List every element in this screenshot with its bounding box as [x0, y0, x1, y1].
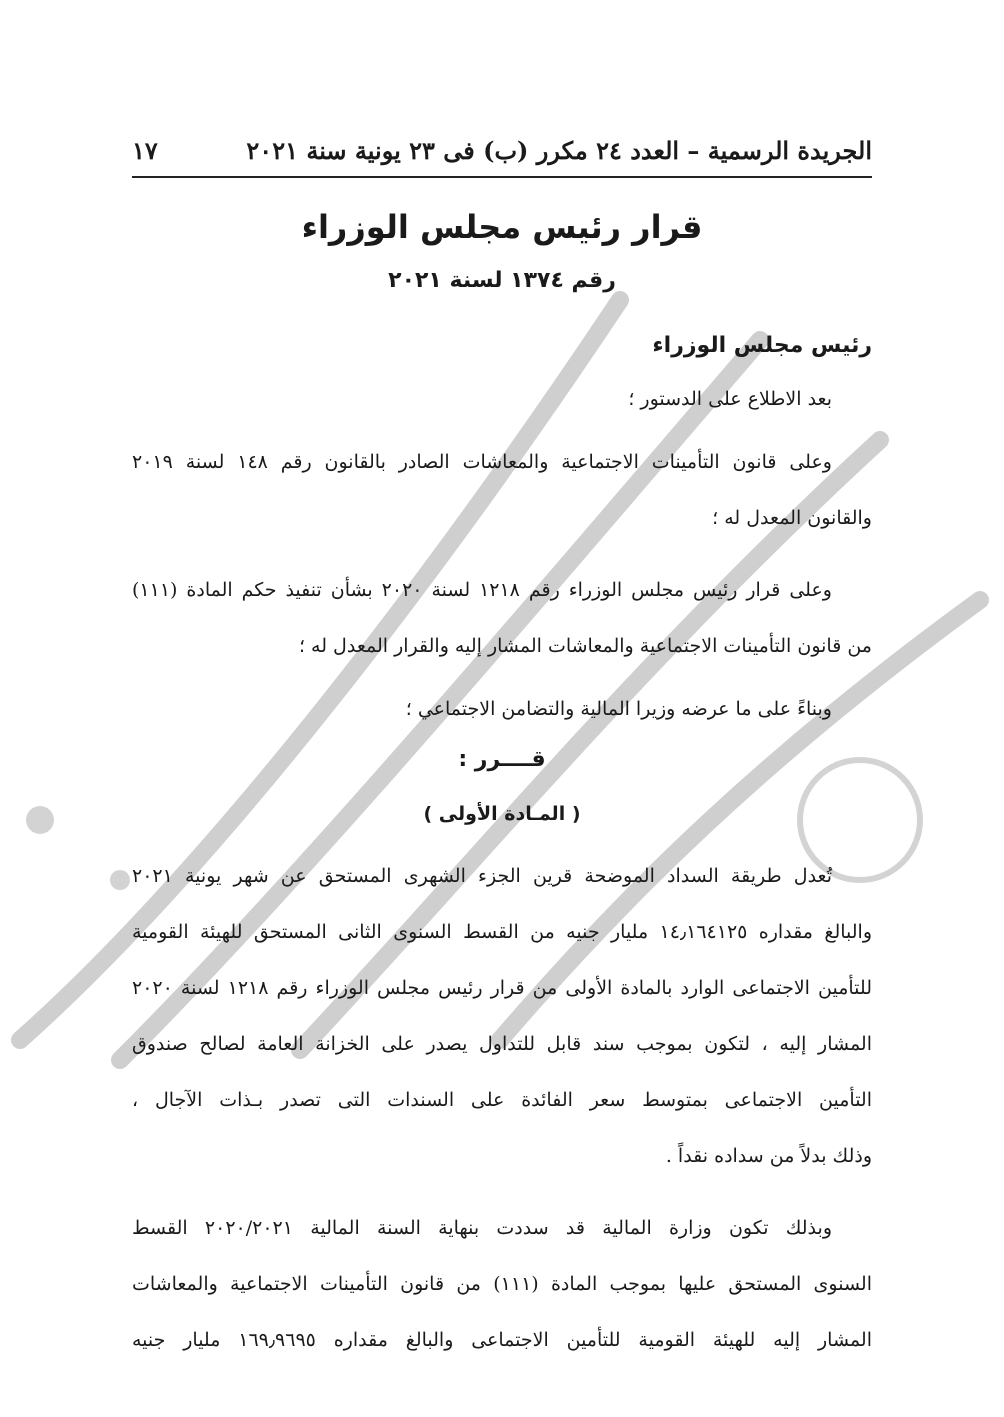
preamble-social-insurance-law: [132, 434, 872, 546]
decree-number: رقم ١٣٧٤ لسنة ٢٠٢١: [388, 268, 616, 293]
page-number: ١٧: [132, 135, 158, 165]
paragraph-line: وبذلك تكون وزارة المالية قد سددت بنهاية السنة المالية ٢٠٢٠/٢٠٢١ القسط: [132, 1217, 832, 1239]
article-1-text: [132, 848, 872, 1184]
issuer-heading: رئيس مجلس الوزراء: [652, 333, 872, 358]
journal-reference: الجريدة الرسمية – العدد ٢٤ مكرر (ب) فى ٢٣ يونية سنة ٢٠٢١: [246, 135, 872, 165]
paragraph-line: للتأمين الاجتماعى الوارد بالمادة الأولى من قرار رئيس مجلس الوزراء رقم ١٢١٨ لسنة ٢٠٢٠: [132, 977, 872, 999]
article-1-heading: ( المـادة الأولى ): [423, 803, 581, 825]
paragraph-line: التأمين الاجتماعى بمتوسط سعر الفائدة على السندات التى تصدر بـذات الآجال ،: [132, 1089, 872, 1111]
preamble-prior-decree: [132, 562, 872, 674]
article-1-continuation: [132, 1200, 872, 1368]
paragraph-line: تُعدل طريقة السداد الموضحة قرين الجزء الشهرى المستحق عن شهر يونية ٢٠٢١: [132, 865, 832, 887]
page-header: [132, 132, 872, 168]
preamble-constitution: بعد الاطلاع على الدستور ؛: [628, 388, 832, 410]
header-divider: [132, 176, 872, 178]
preamble-ministers: وبناءً على ما عرضه وزيرا المالية والتضامن الاجتماعي ؛: [405, 698, 832, 720]
decree-body: [132, 326, 872, 1384]
paragraph-line: المشار إليه ، لتكون بموجب سند قابل للتداول يصدر على الخزانة العامة لصالح صندوق: [132, 1033, 872, 1055]
paragraph-line: وذلك بدلاً من سداده نقداً .: [665, 1145, 872, 1167]
paragraph-line: من قانون التأمينات الاجتماعية والمعاشات المشار إليه والقرار المعدل له ؛: [298, 635, 872, 657]
paragraph-line: وعلى قرار رئيس مجلس الوزراء رقم ١٢١٨ لسنة ٢٠٢٠ بشأن تنفيذ حكم المادة (١١١): [132, 579, 832, 601]
decided-heading: قــــرر :: [458, 747, 546, 772]
paragraph-line: وعلى قانون التأمينات الاجتماعية والمعاشات الصادر بالقانون رقم ١٤٨ لسنة ٢٠١٩: [132, 451, 832, 473]
paragraph-line: والبالغ مقداره ١٤٫١٦٤١٢٥ مليار جنيه من القسط السنوى الثانى المستحق للهيئة القومية: [132, 921, 872, 943]
paragraph-line: السنوى المستحق عليها بموجب المادة (١١١) من قانون التأمينات الاجتماعية والمعاشات: [132, 1273, 872, 1295]
decree-title: قرار رئيس مجلس الوزراء: [301, 208, 703, 246]
paragraph-line: المشار إليه للهيئة القومية للتأمين الاجتماعى والبالغ مقداره ١٦٩٫٩٦٩٥ مليار جنيه: [132, 1329, 872, 1351]
paragraph-line: والقانون المعدل له ؛: [712, 507, 872, 529]
